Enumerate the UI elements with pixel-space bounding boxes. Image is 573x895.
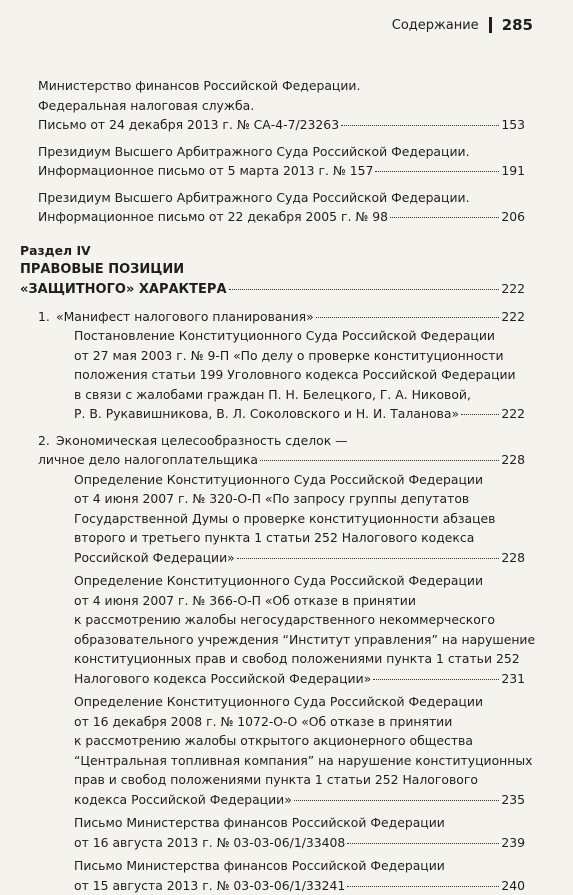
item-title-line (38, 450, 525, 470)
entry-line: прав и свобод положениями пункта 1 статьи 252 Налогового (74, 770, 525, 790)
dot-leader (237, 558, 499, 559)
entry-line: Письмо Министерства финансов Российской Федерации (74, 856, 525, 876)
entry-line: кодекса Российской Федерации» (74, 790, 292, 810)
header-label: Содержание (392, 18, 479, 33)
item-title: личное дело налогоплательщика (38, 450, 258, 470)
entry-line: от 16 августа 2013 г. № 03-03-06/1/33408 (74, 833, 345, 853)
section-title: «ЗАЩИТНОГО» ХАРАКТЕРА (20, 280, 227, 300)
dot-leader (390, 217, 499, 218)
entry-line: конституционных прав и свобод положениями пункта 1 статьи 252 (74, 649, 525, 669)
entry-leader-line (74, 876, 525, 895)
entry-line: Налогового кодекса Российской Федерации» (74, 669, 371, 689)
toc-entry (38, 76, 525, 135)
toc-entry (38, 188, 525, 227)
entry-line: к рассмотрению жалобы негосударственного некоммерческого (74, 610, 525, 630)
toc-subentry (74, 470, 525, 568)
entry-line: Президиум Высшего Арбитражного Суда Российской Федерации. (38, 142, 525, 162)
entry-page: 222 (501, 404, 525, 424)
dot-leader (347, 886, 499, 887)
entry-line: к рассмотрению жалобы открытого акционерного общества (74, 731, 525, 751)
entry-line: “Центральная топливная компания” на нарушение конституционных (74, 751, 525, 771)
section-title: ПРАВОВЫЕ ПОЗИЦИИ (20, 260, 525, 280)
entry-line: Российской Федерации» (74, 548, 235, 568)
toc-subentry (74, 326, 525, 424)
dot-leader (341, 125, 499, 126)
entry-line: от 4 июня 2007 г. № 366-О-П «Об отказе в принятии (74, 591, 525, 611)
entry-leader-line (74, 790, 525, 810)
item-title-first-line (38, 431, 525, 451)
toc-subentry (74, 692, 525, 809)
dot-leader (229, 289, 499, 290)
entry-page: 206 (501, 207, 525, 227)
entry-line: Постановление Конституционного Суда Российской Федерации (74, 326, 525, 346)
item-title: Экономическая целесообразность сделок — (56, 433, 348, 448)
entry-line: Письмо Министерства финансов Российской Федерации (74, 813, 525, 833)
entry-page: 240 (501, 876, 525, 895)
entry-line: положения статьи 199 Уголовного кодекса Российской Федерации (74, 365, 525, 385)
dot-leader (373, 679, 499, 680)
toc-subentry (74, 571, 525, 688)
entry-line: второго и третьего пункта 1 статьи 252 Налогового кодекса (74, 528, 525, 548)
entry-page: 231 (501, 669, 525, 689)
entry-line: Определение Конституционного Суда Российской Федерации (74, 692, 525, 712)
entry-line: Письмо от 24 декабря 2013 г. № СА-4-7/23263 (38, 115, 339, 135)
running-header (392, 16, 533, 34)
entry-line: Федеральная налоговая служба. (38, 96, 525, 116)
dot-leader (260, 460, 499, 461)
toc-content (20, 76, 525, 895)
entry-leader-line (74, 669, 525, 689)
entry-leader-line (74, 548, 525, 568)
entry-page: 235 (501, 790, 525, 810)
entry-line: в связи с жалобами граждан П. Н. Белецкого, Г. А. Никовой, (74, 385, 525, 405)
toc-item (38, 431, 525, 470)
page-number: 285 (502, 16, 533, 34)
toc-entry (38, 142, 525, 181)
entry-line: от 4 июня 2007 г. № 320-О-П «По запросу группы депутатов (74, 489, 525, 509)
entry-leader-line (38, 161, 525, 181)
entry-line: Министерство финансов Российской Федерации. (38, 76, 525, 96)
item-page: 228 (501, 450, 525, 470)
item-page: 222 (501, 307, 525, 327)
entry-leader-line (74, 833, 525, 853)
item-title: «Манифест налогового планирования» (56, 307, 314, 327)
section-label: Раздел IV (20, 241, 525, 260)
entry-line: Определение Конституционного Суда Российской Федерации (74, 470, 525, 490)
item-number: 1. (38, 307, 56, 327)
entry-line: Информационное письмо от 5 марта 2013 г. № 157 (38, 161, 373, 181)
toc-subentry (74, 813, 525, 852)
entry-line: Президиум Высшего Арбитражного Суда Российской Федерации. (38, 188, 525, 208)
entry-page: 228 (501, 548, 525, 568)
item-title-line (38, 307, 525, 327)
dot-leader (316, 317, 499, 318)
dot-leader (347, 843, 499, 844)
dot-leader (461, 414, 499, 415)
header-separator (489, 17, 492, 33)
entry-line: Р. В. Рукавишникова, В. Л. Соколовского и Н. И. Таланова» (74, 404, 459, 424)
entry-line: от 27 мая 2003 г. № 9-П «По делу о проверке конституционности (74, 346, 525, 366)
toc-subentry (74, 856, 525, 895)
entry-page: 153 (501, 115, 525, 135)
entry-line: Информационное письмо от 22 декабря 2005 г. № 98 (38, 207, 388, 227)
entry-page: 239 (501, 833, 525, 853)
item-number: 2. (38, 431, 56, 451)
entry-line: Определение Конституционного Суда Российской Федерации (74, 571, 525, 591)
entry-line: от 16 декабря 2008 г. № 1072-О-О «Об отказе в принятии (74, 712, 525, 732)
entry-leader-line (38, 115, 525, 135)
entry-line: Государственной Думы о проверке конституционности абзацев (74, 509, 525, 529)
entry-line: от 15 августа 2013 г. № 03-03-06/1/33241 (74, 876, 345, 895)
section-page: 222 (501, 279, 525, 299)
dot-leader (294, 800, 499, 801)
entry-page: 191 (501, 161, 525, 181)
entry-leader-line (38, 207, 525, 227)
dot-leader (375, 171, 499, 172)
toc-item (38, 307, 525, 327)
section-title-leader (20, 279, 525, 300)
entry-leader-line (74, 404, 525, 424)
entry-line: образовательного учреждения “Институт управления” на нарушение (74, 630, 525, 650)
